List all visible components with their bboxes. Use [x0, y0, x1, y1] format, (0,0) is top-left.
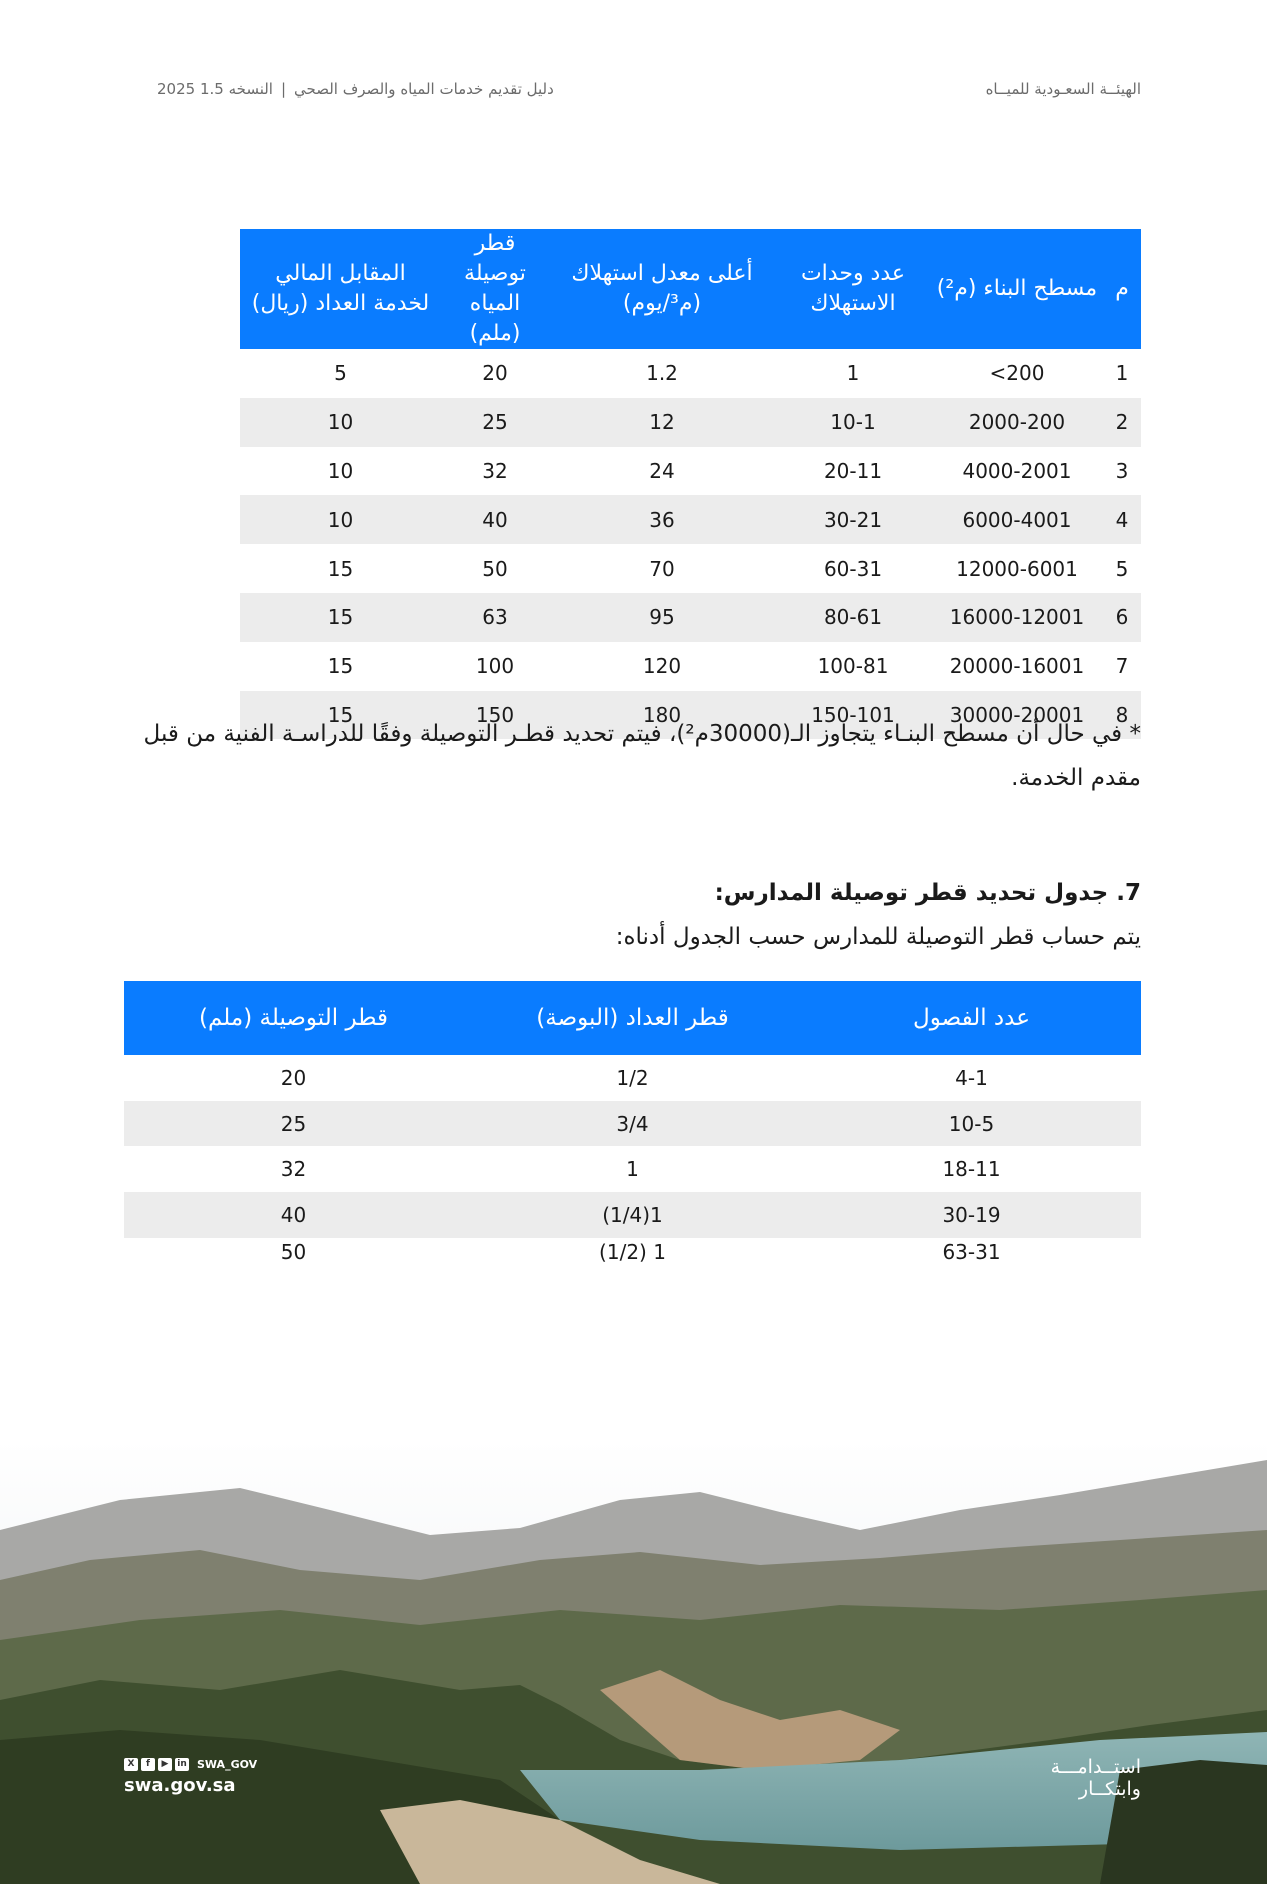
cell-diameter: 40 [482, 507, 508, 532]
cell-meter-diameter: 1 [626, 1157, 639, 1182]
cell-index: 7 [1115, 654, 1129, 679]
cell-rate: 1.2 [646, 361, 678, 386]
youtube-icon[interactable]: ▶ [158, 1758, 172, 1771]
building-connection-table [240, 229, 1141, 739]
cell-rate: 95 [649, 605, 675, 630]
cell-diameter: 25 [482, 410, 508, 435]
cell-classrooms: 4-1 [955, 1065, 988, 1090]
cell-index: 4 [1115, 507, 1129, 532]
cell-classrooms: 10-5 [948, 1111, 995, 1136]
slogan-line-1: استــدامـــة [1050, 1756, 1141, 1778]
cell-units: 80-61 [823, 605, 883, 630]
cell-index: 6 [1115, 605, 1129, 630]
cell-area: 200> [989, 361, 1045, 386]
table-row [240, 447, 1141, 496]
cell-connection-diameter: 40 [280, 1202, 307, 1227]
table-row [124, 1055, 1141, 1101]
cell-rate: 70 [649, 556, 675, 581]
cell-fee: 10 [327, 507, 354, 532]
cell-meter-diameter: 1(1/4) [602, 1202, 663, 1227]
table-row [240, 544, 1141, 593]
cell-fee: 10 [327, 458, 354, 483]
cell-connection-diameter: 50 [280, 1239, 307, 1264]
cell-units: 10-1 [830, 410, 876, 435]
landscape-photo [0, 1440, 1267, 1884]
cell-index: 5 [1115, 556, 1129, 581]
version-label: النسخه 1.5 2025 [157, 80, 273, 98]
cell-area: 6000-4001 [962, 507, 1072, 532]
website-link[interactable]: swa.gov.sa [124, 1775, 236, 1796]
section-intro: يتم حساب قطر التوصيلة للمدارس حسب الجدول أدناه: [615, 924, 1141, 950]
cell-area: 20000-16001 [949, 654, 1085, 679]
social-handle: SWA_GOV [197, 1758, 258, 1771]
school-connection-table [124, 981, 1141, 1272]
cell-fee: 10 [327, 410, 354, 435]
cell-meter-diameter: 1 (1/2) [599, 1239, 666, 1264]
col-building-area: مسطح البناء (م²) [936, 276, 1098, 301]
cell-units: 150-101 [811, 702, 895, 727]
cell-area: 16000-12001 [949, 605, 1085, 630]
document-header [157, 80, 554, 98]
table-row [124, 1101, 1141, 1147]
cell-area: 2000-200 [968, 410, 1066, 435]
linkedin-icon[interactable]: in [175, 1758, 189, 1771]
cell-fee: 15 [327, 702, 354, 727]
table-row [124, 1146, 1141, 1192]
table-row [240, 349, 1141, 398]
cell-area: 4000-2001 [962, 458, 1072, 483]
slogan [1051, 1756, 1141, 1800]
cell-index: 3 [1115, 458, 1129, 483]
cell-index: 2 [1115, 410, 1129, 435]
social-links [124, 1758, 257, 1771]
cell-connection-diameter: 20 [280, 1065, 307, 1090]
org-name: الهيئــة السعـودية للميــاه [985, 80, 1141, 98]
section-title: 7. جدول تحديد قطر توصيلة المدارس: [714, 880, 1141, 906]
col-meter-fee: المقابل المالي لخدمة العداد (ريال) [251, 261, 430, 316]
col-classrooms: عدد الفصول [913, 1005, 1030, 1031]
cell-connection-diameter: 25 [280, 1111, 307, 1136]
cell-rate: 180 [642, 702, 682, 727]
cell-units: 100-81 [817, 654, 889, 679]
footnote: * في حال أن مسطح البنـاء يتجاوز الـ(30000م²)، فيتم تحديد قطـر التوصيلة وفقًا للدراسـة الفنية من قبل مقدم الخدمة. [143, 721, 1141, 791]
cell-fee: 15 [327, 654, 354, 679]
col-connection-diameter: قطر توصيلة المياه (ملم) [464, 231, 526, 346]
cell-rate: 120 [642, 654, 682, 679]
cell-rate: 36 [649, 507, 675, 532]
cell-index: 8 [1115, 702, 1129, 727]
table-row [240, 398, 1141, 447]
cell-area: 30000-20001 [949, 702, 1085, 727]
col-max-consumption: أعلى معدل استهلاك (م³/يوم) [571, 261, 753, 316]
cell-rate: 12 [649, 410, 675, 435]
table-header-row [240, 229, 1141, 349]
cell-index: 1 [1115, 361, 1129, 386]
header-separator: | [280, 80, 287, 98]
cell-diameter: 150 [475, 702, 515, 727]
cell-classrooms: 18-11 [942, 1157, 1001, 1182]
cell-diameter: 32 [482, 458, 508, 483]
x-icon[interactable]: X [124, 1758, 138, 1771]
col-meter-diameter: قطر العداد (البوصة) [536, 1005, 729, 1031]
cell-diameter: 100 [475, 654, 515, 679]
col-index: م [1115, 276, 1129, 301]
col-consumption-units: عدد وحدات الاستهلاك [800, 261, 906, 316]
landscape-illustration [0, 1440, 1267, 1884]
cell-meter-diameter: 3/4 [616, 1111, 649, 1136]
table-header-row [124, 981, 1141, 1055]
cell-units: 20-11 [823, 458, 883, 483]
cell-diameter: 63 [482, 605, 508, 630]
cell-connection-diameter: 32 [280, 1157, 307, 1182]
table-row [240, 495, 1141, 544]
cell-diameter: 50 [482, 556, 508, 581]
table-row [124, 1238, 1141, 1272]
cell-classrooms: 63-31 [942, 1239, 1001, 1264]
cell-meter-diameter: 1/2 [616, 1065, 649, 1090]
cell-units: 1 [846, 361, 860, 386]
table-row [124, 1192, 1141, 1238]
facebook-icon[interactable]: f [141, 1758, 155, 1771]
col-connection-diameter: قطر التوصيلة (ملم) [199, 1005, 388, 1031]
guide-title: دليل تقديم خدمات المياه والصرف الصحي [294, 80, 554, 98]
cell-diameter: 20 [482, 361, 508, 386]
cell-rate: 24 [649, 458, 675, 483]
cell-units: 30-21 [823, 507, 883, 532]
social-footer [124, 1758, 257, 1796]
cell-area: 12000-6001 [956, 556, 1078, 581]
cell-fee: 5 [334, 361, 347, 386]
slogan-line-2: وابتكــار [1078, 1778, 1141, 1800]
cell-fee: 15 [327, 556, 354, 581]
table-row [240, 593, 1141, 642]
cell-units: 60-31 [823, 556, 883, 581]
table-row [240, 642, 1141, 691]
cell-classrooms: 30-19 [942, 1202, 1001, 1227]
cell-fee: 15 [327, 605, 354, 630]
